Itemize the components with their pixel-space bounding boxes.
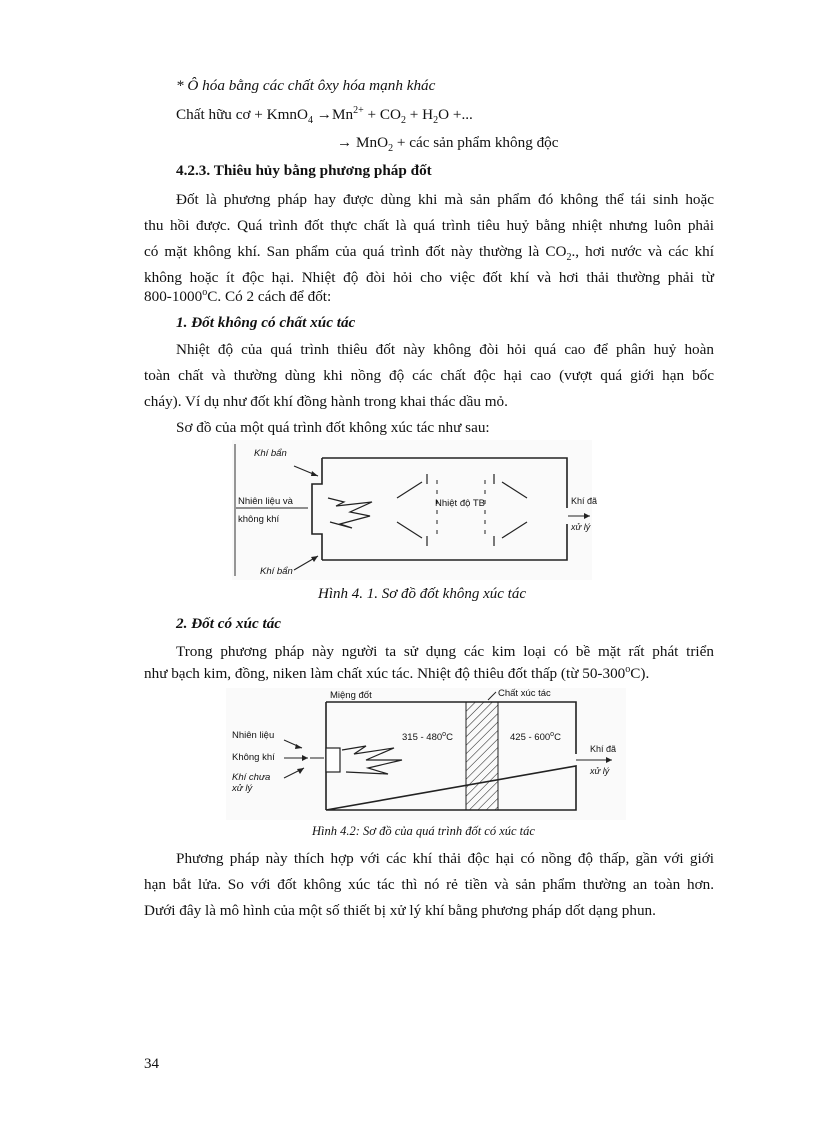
- equation-1: Chất hữu cơ + KmnO$_4$ $\to Mn^{2+} + CO_2 + H_2O$ +...: [176, 104, 473, 127]
- label-dirty-gas-top: Khí bẩn: [254, 448, 287, 459]
- label-treated-gas-1: Khí đã: [590, 744, 617, 754]
- figure-2-diagram: [226, 688, 626, 820]
- label-temp-left: 315 - 480$^o$C: [402, 731, 453, 743]
- label-catalyst: Chất xúc tác: [498, 688, 551, 699]
- label-air: Không khí: [232, 752, 275, 763]
- figure-2-caption: Hình 4.2: Sơ đồ của quá trình đốt có xúc tác: [312, 824, 535, 838]
- label-treated-gas-2: xử lý: [590, 766, 610, 776]
- arrow-icon: →: [316, 106, 332, 123]
- figure-1-caption: Hình 4. 1. Sơ đồ đốt không xúc tác: [318, 586, 526, 602]
- label-burner: Miệng đốt: [330, 690, 372, 701]
- paragraph-1-line-1: Đốt là phương pháp hay được dùng khi mà sản phẩm đó không thể tái sinh hoặc: [176, 191, 714, 208]
- label-dirty-gas-bottom: Khí bẩn: [260, 566, 293, 577]
- label-temperature: Nhiệt độ TB: [435, 498, 485, 509]
- paragraph-2-line-1: Nhiệt độ của quá trình thiêu đốt này không đòi hỏi quá cao để phân huỷ hoàn: [176, 341, 714, 358]
- page-number: 34: [144, 1056, 159, 1072]
- label-temp-right: 425 - 600$^o$C: [510, 731, 561, 743]
- paragraph-1-line-3: có mặt không khí. San phẩm của quá trình đốt này thường là $CO_2$., hơi nước và các khí: [144, 243, 714, 264]
- paragraph-2-line-3: cháy). Ví dụ như đốt khí đồng hành trong khai thác dầu mỏ.: [144, 393, 508, 410]
- oxidation-heading: * Ô hóa bằng các chất ôxy hóa mạnh khác: [176, 77, 436, 94]
- subheading-2: 2. Đốt có xúc tác: [176, 615, 282, 632]
- paragraph-5-line-1: Phương pháp này thích hợp với các khí thải độc hại có nồng độ thấp, gần với giới: [176, 850, 714, 867]
- paragraph-1-line-5: 800-1000$^o$C. Có 2 cách để đốt:: [144, 286, 332, 305]
- subheading-1: 1. Đốt không có chất xúc tác: [176, 314, 356, 331]
- paragraph-5-line-2: hạn bắt lửa. So với đốt không xúc tác thì nó rẻ tiền và sản phẩm thường an toàn hơn.: [144, 876, 714, 893]
- label-fuel-air-1: Nhiên liệu và: [238, 496, 293, 507]
- label-treated-gas-2: xử lý: [571, 522, 591, 532]
- label-fuel-air-2: không khí: [238, 514, 280, 525]
- arrow-icon: →: [337, 134, 353, 151]
- paragraph-1-line-4: không hoặc ít độc hại. Nhiệt độ đòi hỏi cho việc đốt khí và hơi thải thường phải từ: [144, 269, 714, 286]
- equation-2: → MnO$_2$ + các sản phẩm không độc: [337, 134, 559, 155]
- paragraph-3: Sơ đồ của một quá trình đốt không xúc tác như sau:: [176, 419, 490, 436]
- paragraph-4-line-1: Trong phương pháp này người ta sử dụng các kim loại có bề mặt rất phát triển: [176, 643, 714, 660]
- paragraph-4-line-2: như bạch kim, đồng, niken làm chất xúc tác. Nhiệt độ thiêu đốt thấp (từ 50-300$^o$C).: [144, 663, 650, 682]
- paragraph-5-line-3: Dưới đây là mô hình của một số thiết bị xử lý khí bằng phương pháp dốt dạng phun.: [144, 902, 656, 919]
- figure-1-diagram: [232, 440, 598, 580]
- label-untreated-gas-2: xử lý: [232, 783, 253, 794]
- paragraph-2-line-2: toàn chất và thường dùng khi nồng độ các chất độc hại cao (vượt quá giới hạn bốc: [144, 367, 714, 384]
- label-untreated-gas-1: Khí chưa: [232, 772, 271, 783]
- label-fuel: Nhiên liệu: [232, 730, 275, 741]
- paragraph-1-line-2: thu hồi được. Quá trình đốt thực chất là quá trình tiêu huỷ bằng nhiệt nhưng luôn phải: [144, 217, 714, 234]
- label-treated-gas-1: Khí đã: [571, 496, 598, 506]
- section-heading: 4.2.3. Thiêu hủy bằng phương pháp đốt: [176, 162, 432, 179]
